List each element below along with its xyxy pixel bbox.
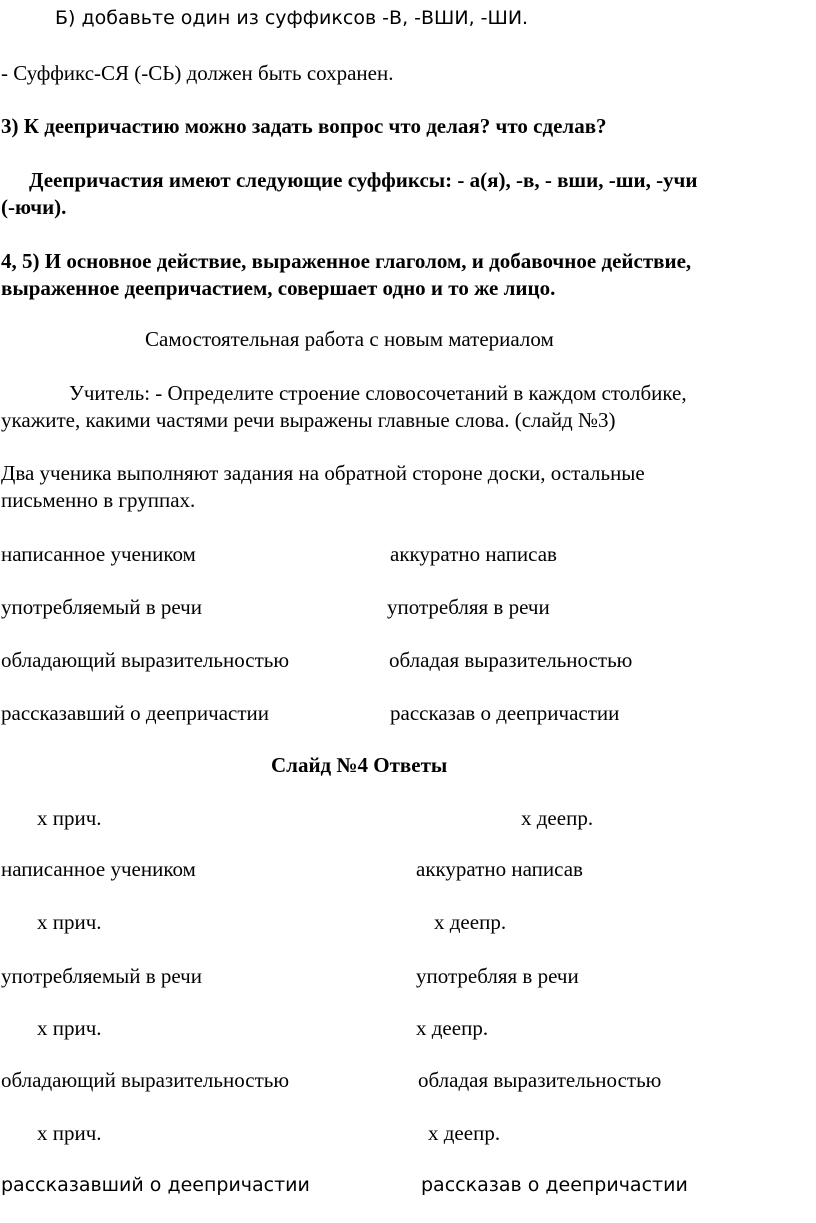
suffix-instruction: Б) добавьте один из суффиксов -В, -ВШИ, -ШИ. [55,7,529,29]
answer-mark-left-4: х прич. [37,1121,102,1145]
task-right-3: обладая выразительностью [389,648,633,672]
suffixes-line-2: (-ючи). [1,195,67,219]
rule-45-line-1: 4, 5) И основное действие, выраженное глаголом, и добавочное действие, [1,249,692,273]
task-left-1: написанное учеником [1,542,196,566]
sya-suffix-note: - Суффикс-СЯ (-СЬ) должен быть сохранен. [1,61,394,85]
answer-right-3: обладая выразительностью [418,1068,662,1092]
answer-mark-right-3: х деепр. [416,1016,489,1040]
teacher-line-1: Учитель: - Определите строение словосочетаний в каждом столбике, [69,381,687,405]
task-left-4: рассказавший о деепричастии [1,701,270,725]
task-right-1: аккуратно написав [390,542,557,566]
answer-left-1: написанное учеником [1,857,196,881]
slide4-title: Слайд №4 Ответы [271,753,448,777]
answer-left-2: употребляемый в речи [1,964,202,988]
answer-mark-left-1: х прич. [37,806,102,830]
answer-right-4: рассказав о деепричастии [421,1174,688,1196]
task-right-4: рассказав о деепричастии [390,701,620,725]
teacher-line-2: укажите, какими частями речи выражены главные слова. (слайд №3) [1,408,616,432]
answer-right-2: употребляя в речи [416,964,579,988]
answer-mark-right-4: х деепр. [428,1121,501,1145]
section-title: Самостоятельная работа с новым материалом [145,327,554,351]
answer-left-3: обладающий выразительностью [1,1068,290,1092]
answer-mark-left-3: х прич. [37,1016,102,1040]
task-left-2: употребляемый в речи [1,595,202,619]
task-left-3: обладающий выразительностью [1,648,290,672]
answer-mark-left-2: х прич. [37,910,102,934]
students-line-1: Два ученика выполняют задания на обратной стороне доски, остальные [1,461,645,485]
rule-45-line-2: выраженное деепричастием, совершает одно и то же лицо. [1,276,556,300]
rule-3: 3) К деепричастию можно задать вопрос что делая? что сделав? [1,114,607,138]
answer-right-1: аккуратно написав [416,857,583,881]
students-line-2: письменно в группах. [1,488,196,512]
task-right-2: употребляя в речи [387,595,550,619]
answer-mark-right-1: х деепр. [521,806,594,830]
answer-left-4: рассказавший о деепричастии [1,1174,310,1196]
answer-mark-right-2: х деепр. [434,910,507,934]
suffixes-line-1: Деепричастия имеют следующие суффиксы: - а(я), -в, - вши, -ши, -учи [29,168,698,192]
